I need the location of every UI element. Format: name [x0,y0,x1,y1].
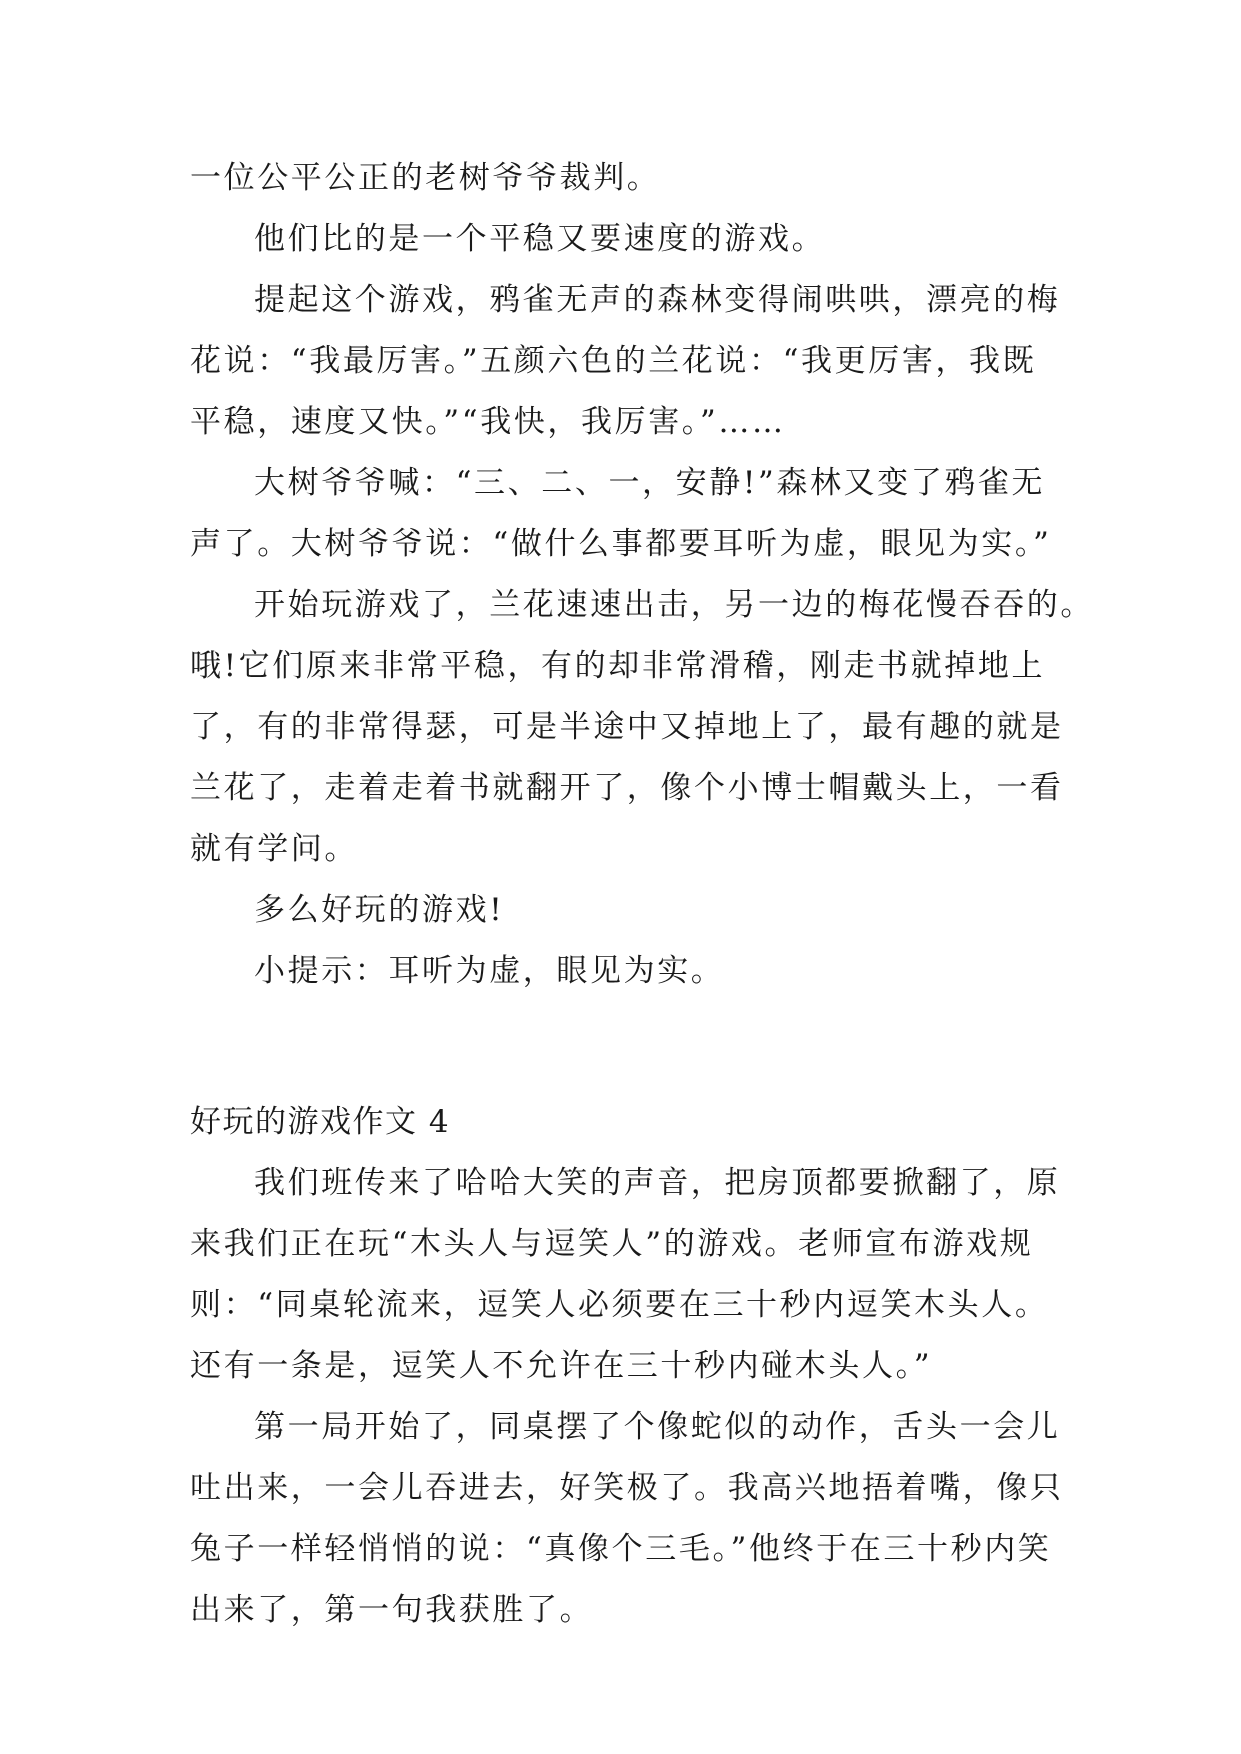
paragraph [190,575,1094,880]
text-line: 提起这个游戏，鸦雀无声的森林变得闹哄哄，漂亮的梅 [254,282,1061,318]
text-line: 他们比的是一个平稳又要速度的游戏。 [254,221,826,257]
text-line: 声了。大树爷爷说：“做什么事都要耳听为虚，眼见为实。” [190,526,1052,562]
text-line: 大树爷爷喊：“三、二、一，安静!”森林又变了鸦雀无 [254,465,1046,501]
text-line: 来我们正在玩“木头人与逗笑人”的游戏。老师宣布游戏规 [190,1226,1034,1262]
paragraph [190,1153,1061,1397]
paragraph [190,453,1052,575]
document-body [190,148,1094,1641]
text-line: 一位公平公正的老树爷爷裁判。 [190,160,661,196]
text-line: 平稳，速度又快。”“我快，我厉害。”…… [190,404,786,440]
section-heading [190,1092,1052,1153]
text-line: 第一局开始了，同桌摆了个像蛇似的动作，舌头一会儿 [254,1409,1061,1445]
text-line: 小提示：耳听为虚，眼见为实。 [254,953,725,989]
text-line: 出来了，第一句我获胜了。 [190,1592,594,1628]
section-gap [190,1002,1052,1092]
paragraph [190,270,1061,453]
text-line: 花说：“我最厉害。”五颜六色的兰花说：“我更厉害，我既 [190,343,1037,379]
text-line: 兔子一样轻悄悄的说：“真像个三毛。”他终于在三十秒内笑 [190,1531,1052,1567]
paragraph [190,209,1052,270]
text-line: 我们班传来了哈哈大笑的声音，把房顶都要掀翻了，原 [254,1165,1061,1201]
paragraph [190,1397,1064,1641]
text-line: 则：“同桌轮流来，逗笑人必须要在三十秒内逗笑木头人。 [190,1287,1049,1323]
text-line: 开始玩游戏了，兰花速速出击，另一边的梅花慢吞吞的。 [254,587,1094,623]
text-line: 还有一条是，逗笑人不允许在三十秒内碰木头人。” [190,1348,933,1384]
text-line: 吐出来，一会儿吞进去，好笑极了。我高兴地捂着嘴，像只 [190,1470,1064,1506]
paragraph [190,941,1052,1002]
paragraph [190,880,1052,941]
section-title: 好玩的游戏作文 4 [190,1104,451,1140]
text-line: 了，有的非常得瑟，可是半途中又掉地上了，最有趣的就是 [190,709,1064,745]
paragraph [190,148,1052,209]
text-line: 就有学问。 [190,831,358,867]
text-line: 多么好玩的游戏! [254,892,505,928]
text-line: 兰花了，走着走着书就翻开了，像个小博士帽戴头上，一看 [190,770,1064,806]
text-line: 哦!它们原来非常平稳，有的却非常滑稽，刚走书就掉地上 [190,648,1046,684]
